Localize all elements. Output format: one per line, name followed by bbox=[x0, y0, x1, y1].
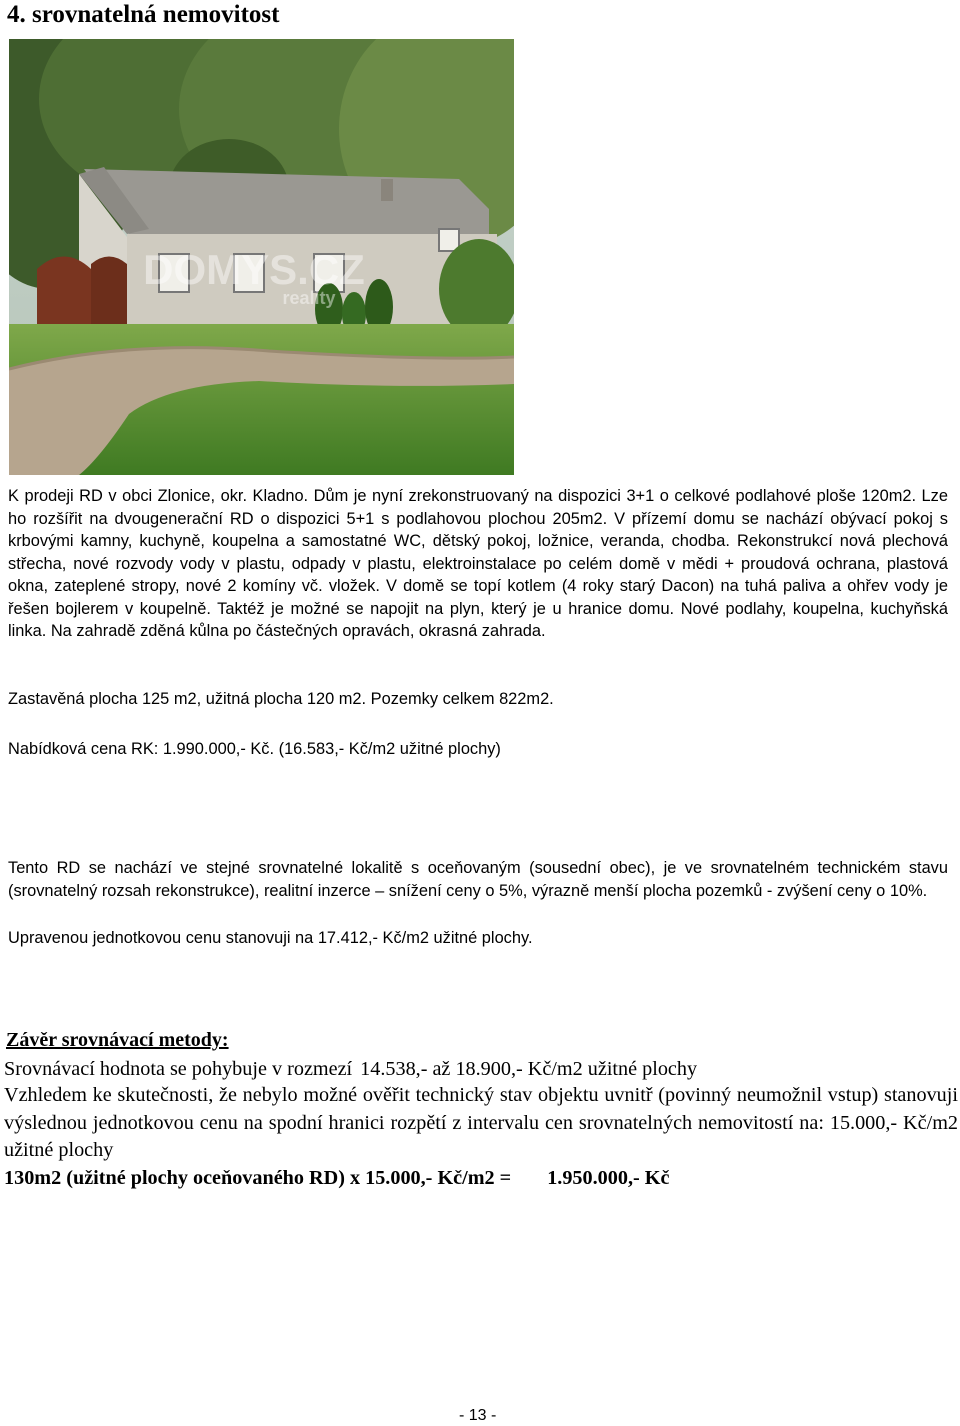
property-description: K prodeji RD v obci Zlonice, okr. Kladno. Dům je nyní zrekonstruovaný na dispozici 3+1 o celkové podlahové ploše 120m2. Lze ho rozšířit na dvougenerační RD o dispozici 5+1 s podlahovou plochou 205m2. V přízemí domu se nachází obývací pokoj s krbovými kamny, kuchyně, koupelna a samostatné WC, dětský pokoj, ložnice, veranda, chodba. Rekonstrukcí nová plechová střecha, nové rozvody vody v plastu, odpady v plastu, elektroinstalace po celém domě v mědi + proudová ochrana, plastová okna, zateplené stropy, nové 2 komíny vč. vložek. V domě se topí kotlem (4 roky starý Dacon) na tuhá paliva a ohřev vody je řešen bojlerem v koupelně. Taktéž je možné se napojit na plyn, který je u hranice domu. Nové podlahy, koupelna, kuchyňská linka. Na zahradě zděná kůlna po částečných opravách, okrasná zahrada. bbox=[8, 487, 948, 640]
offer-price: Nabídková cena RK: 1.990.000,- Kč. (16.583,- Kč/m2 užitné plochy) bbox=[8, 740, 501, 758]
photo-watermark-subtext: reality bbox=[282, 288, 336, 308]
conclusion-rationale: Vzhledem ke skutečnosti, že nebylo možné ověřit technický stav objektu uvnitř (povinný neumožnil vstup) stanovuji výslednou jednotkovou cenu na spodní hranici rozpětí z intervalu cen srovnatelných nemovitostí na: 15.000,- Kč/m2 užitné plochy bbox=[4, 1084, 958, 1161]
adjusted-unit-price: Upravenou jednotkovou cenu stanovuji na 17.412,- Kč/m2 užitné plochy. bbox=[8, 929, 533, 947]
photo-watermark: DOMYS.CZ bbox=[143, 246, 365, 293]
conclusion-title: Závěr srovnávací metody: bbox=[6, 1029, 229, 1051]
final-result bbox=[4, 1164, 669, 1192]
property-photo bbox=[9, 39, 514, 475]
range-label: Srovnávací hodnota se pohybuje v rozmezí bbox=[4, 1058, 353, 1080]
comparison-note: Tento RD se nachází ve stejné srovnatelné lokalitě s oceňovaným (sousední obec), je ve srovnatelném technickém stavu (srovnatelný rozsah rekonstrukce), realitní inzerce – snížení ceny o 5%, výrazně menší plocha pozemků - zvýšení ceny o 10%. bbox=[8, 859, 948, 900]
areas-summary: Zastavěná plocha 125 m2, užitná plocha 120 m2. Pozemky celkem 822m2. bbox=[8, 690, 554, 708]
result-formula: 130m2 (užitné plochy oceňovaného RD) x 15.000,- Kč/m2 = bbox=[4, 1167, 512, 1189]
page-number: - 13 - bbox=[459, 1407, 497, 1424]
result-value: 1.950.000,- Kč bbox=[547, 1167, 670, 1189]
comparison-range bbox=[4, 1056, 958, 1084]
range-value: 14.538,- až 18.900,- Kč/m2 užitné plochy bbox=[360, 1058, 698, 1080]
section-heading: 4. srovnatelná nemovitost bbox=[7, 1, 280, 28]
